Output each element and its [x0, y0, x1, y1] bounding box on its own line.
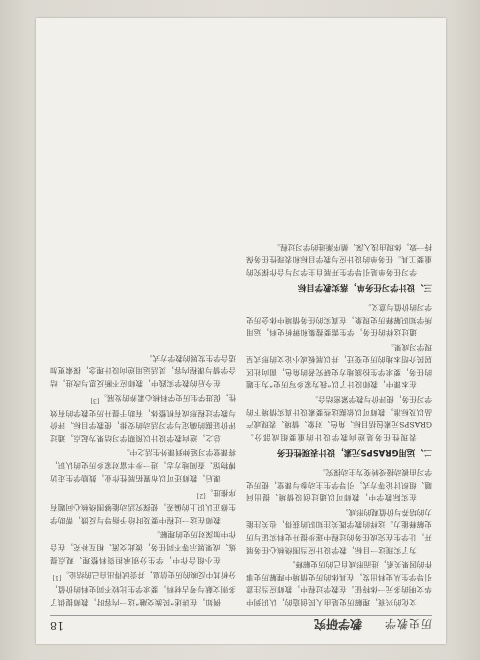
- paragraph-text: 例如，在讲述“民族交融”这一内容时，教师提供了多则文献与考古材料，要求学生比较不同史料的价值，分析其中反映的历史信息，并尝试得出自己的结论。: [50, 570, 236, 607]
- paragraph: [50, 486, 236, 526]
- running-header: [50, 615, 432, 634]
- paragraph: [50, 568, 236, 608]
- paragraph: 在小组合作中，学生分别承担资料整理、观点提炼、成果展示等不同任务，彼此交流、相互补充，在合作中加深对历史的理解。: [50, 530, 236, 565]
- paragraph: 在本课中，教师设计了以“我为家乡写历史”为主题的任务，要求学生扮演地方史研究者的角色，面向社区居民介绍本地的历史变迁，并以展板或小论文的形式呈现学习成果。: [246, 342, 432, 390]
- section-title: 教学研究: [313, 617, 362, 631]
- page-number: 18: [50, 619, 64, 632]
- paragraph-text: 总之，逆向教学设计以预期学习结果为起点，通过评价证据的确定与学习活动的安排，使教学目标、评价与教学过程形成有机整体，有助于提升历史教学的有效性，促进学生历史学科核心素养的发展。: [50, 393, 236, 443]
- footnote-marker: [1]: [52, 573, 62, 581]
- paragraph: 课后，教师还可以布置拓展性作业，鼓励学生走访博物馆、查阅地方志，进一步丰富对家乡历史的认识，将课堂学习延伸到课外生活之中。: [50, 448, 236, 483]
- paragraph: 文化的兴衰，理解历史是由人民创造的，认识到中华文明的多元一体特征。在教学过程中，教师应当注意引导学生从史料出发，在具体的历史情境中理解历史事件的因果关系，进而形成自己的历史解释。: [246, 560, 432, 607]
- paragraph: 为了实现这一目标，教学设计应当围绕核心任务展开，让学生在完成任务的过程中逐步提升史料实证与历史解释能力。这样的教学既关注知识的获得，也关注能力的培养与价值观的形成。: [246, 507, 432, 555]
- right-column: [50, 32, 236, 608]
- left-column: [246, 32, 432, 608]
- paragraph: 在今后的教学实践中，教师应不断反思与改进，结合学情与课程内容，灵活运用逆向设计理念，探索更加适合学生发展的教学方式。: [50, 353, 236, 388]
- paragraph: 在实际教学中，教师可以通过创设情境、提出问题、组织讨论等方式，引导学生主动参与课堂，使历史学习由被动接受转变为主动探究。: [246, 468, 432, 503]
- paragraph: 表现性任务是逆向教学设计的重要组成部分。GRASPS元素包括目标、角色、对象、情境、表现或产品以及标准，教师可以依据这些要素设计真实情境下的学习任务，使评价与教学紧密结合。: [246, 395, 432, 442]
- section-heading: 二、运用GRASPS元素，设计表现性任务: [276, 448, 432, 459]
- document-page: [36, 18, 446, 644]
- footnote-marker: [2]: [196, 491, 206, 499]
- paragraph-text: 教师在这一过程中要及时给予指导与反馈，帮助学生修正认识上的偏差，使探究活动能够围绕核心问题有序推进。: [50, 488, 236, 525]
- paragraph: [50, 391, 236, 444]
- paragraph: 通过这样的任务，学生需要搜集和辨析史料，运用所学知识解释历史现象，在真实的任务情境中体会历史学习的价值与意义。: [246, 302, 432, 338]
- section-heading: 三、设计学习任务单，落实教学目标: [298, 283, 432, 294]
- journal-name: 历史教学: [384, 617, 432, 630]
- footnote-marker: [3]: [90, 397, 100, 405]
- paragraph: 学习任务单是引导学生开展自主学习与合作探究的重要工具。任务单的设计应与教学目标和表现性任务保持一致，体现由浅入深、循序渐进的学习过程。: [246, 242, 432, 277]
